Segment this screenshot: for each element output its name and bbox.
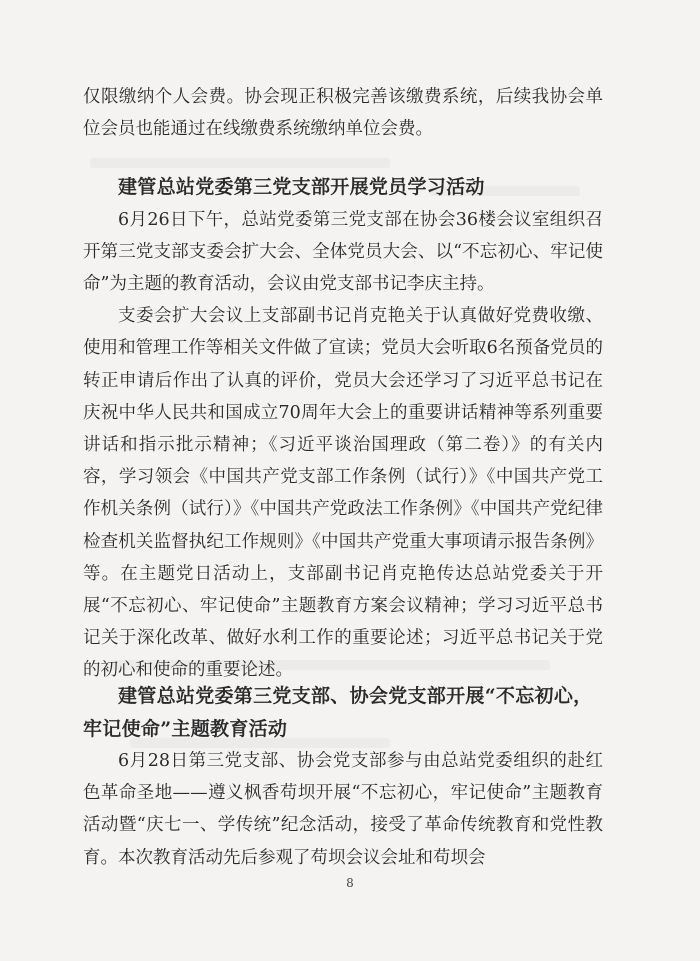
section-1-paragraph-2: 支委会扩大会议上支部副书记肖克艳关于认真做好党费收缴、使用和管理工作等相关文件做了宣读；党员大会听取6名预备党员的转正申请后作出了认真的评价，党员大会还学习了习近平总书记在庆祝中华人民共和国成立70周年大会上的重要讲话精神等系列重要讲话和指示批示精神；《习近平谈治国理政（第二卷）》的有关内容，学习领会《中国共产党支部工作条例（试行）》《中国共产党工作机关条例（试行）》《中国共产党政法工作条例》《中国共产党纪律检查机关监督执纪工作规则》《中国共产党重大事项请示报告条例》等。在主题党日活动上，支部副书记肖克艳传达总站党委关于开展“不忘初心、牢记使命”主题教育方案会议精神；学习习近平总书记关于深化改革、做好水利工作的重要论述；习近平总书记关于党的初心和使命的重要论述。: [83, 306, 603, 681]
section-1-paragraph-1: 6月26日下午，总站党委第三党支部在协会36楼会议室组织召开第三党支部支委会扩大会、全体党员大会、以“不忘初心、牢记使命”为主题的教育活动，会议由党支部书记李庆主持。: [83, 209, 603, 294]
section-2-title: 建管总站党委第三党支部、协会党支部开展“不忘初心，牢记使命”主题教育活动: [83, 685, 593, 740]
intro-paragraph: 仅限缴纳个人会费。协会现正积极完善该缴费系统，后续我协会单位会员也能通过在线缴费系统缴纳单位会费。: [83, 87, 603, 140]
intro-block: [83, 81, 603, 145]
section-2: [83, 680, 603, 874]
section-1-title: 建管总站党委第三党支部开展党员学习活动: [118, 176, 485, 198]
section-2-paragraph-1: 6月28日第三党支部、协会党支部参与由总站党委组织的赴红色革命圣地——遵义枫香苟坝开展“不忘初心，牢记使命”主题教育活动暨“庆七一、学传统”纪念活动，接受了革命传统教育和党性教育。本次教育活动先后参观了苟坝会议会址和苟坝会: [83, 751, 603, 868]
section-1: [83, 171, 603, 687]
scan-bleed-mark: [90, 158, 390, 168]
page-number: 8: [346, 876, 354, 890]
